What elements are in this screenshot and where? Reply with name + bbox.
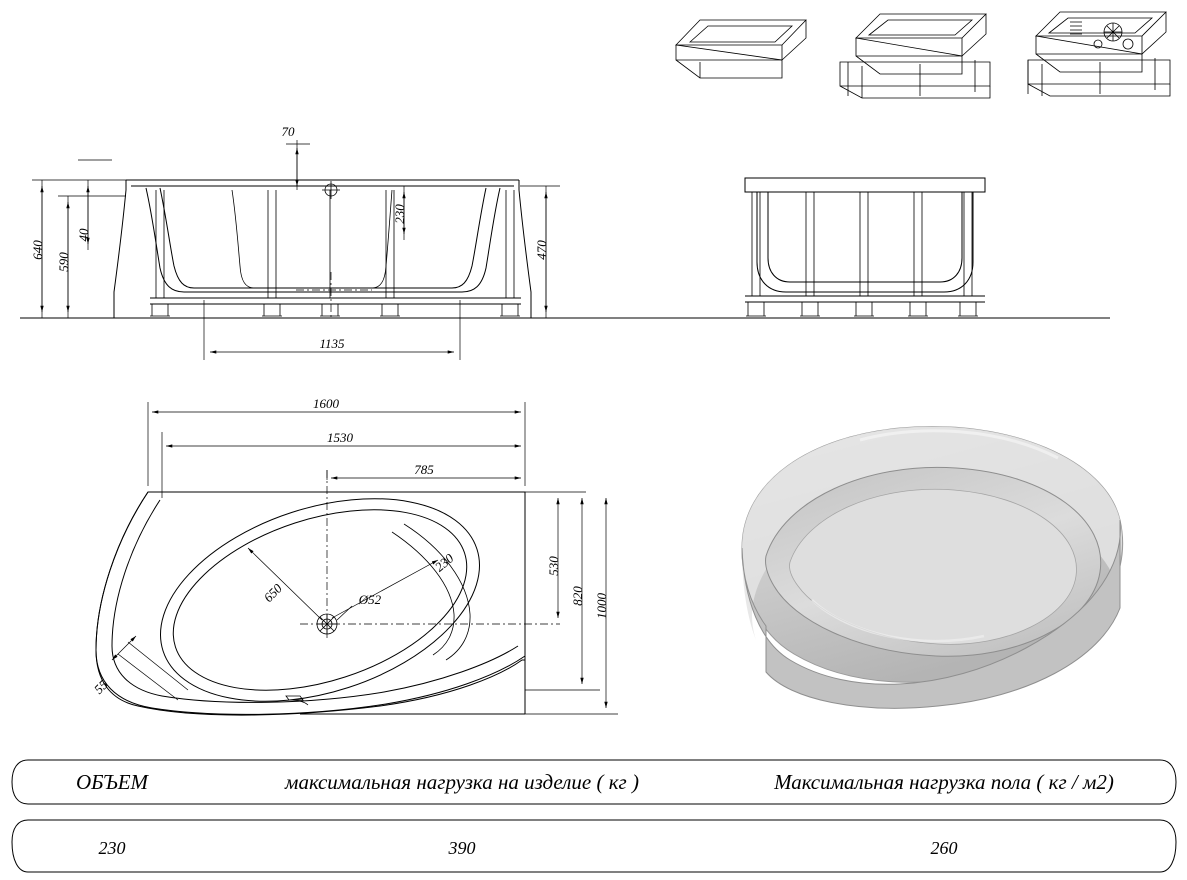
dim-1530: 1530 — [327, 430, 353, 445]
spec-value-volume: 230 — [98, 837, 126, 858]
dim-diameter-52: Ø52 — [358, 592, 382, 607]
dim-820: 820 — [570, 586, 585, 606]
assembly-step-1 — [676, 20, 806, 78]
assembly-step-3 — [1028, 12, 1170, 96]
dim-55: 55 — [90, 676, 111, 697]
dim-1135: 1135 — [319, 336, 345, 351]
assembly-step-2 — [840, 14, 990, 98]
side-elevation-view — [745, 178, 985, 316]
spec-header-volume: ОБЪЕМ — [75, 769, 149, 794]
dim-640: 640 — [30, 240, 45, 260]
dim-530: 530 — [546, 556, 561, 576]
spec-header-max-floor-load: Максимальная нагрузка пола ( кг / м2) — [774, 769, 1114, 794]
front-elevation-view — [20, 124, 1110, 360]
spec-header-max-product-load: максимальная нагрузка на изделие ( кг ) — [285, 769, 639, 794]
spec-table-value-row — [12, 826, 1176, 870]
dim-785: 785 — [414, 462, 434, 477]
spec-value-max-floor-load: 260 — [930, 837, 958, 858]
dim-590: 590 — [56, 252, 71, 272]
dim-70: 70 — [281, 124, 295, 139]
dim-650: 650 — [260, 580, 286, 606]
dim-230-plan: 230 — [431, 550, 457, 575]
top-plan-view — [91, 396, 618, 738]
dim-230: 230 — [392, 204, 407, 224]
dim-470: 470 — [534, 240, 549, 260]
dim-1600: 1600 — [313, 396, 339, 411]
frame-legs-front — [150, 190, 520, 316]
bathtub-3d-render — [742, 427, 1123, 709]
dim-1000: 1000 — [594, 593, 609, 619]
spec-value-max-product-load: 390 — [448, 837, 476, 858]
spec-table-header-row — [12, 760, 1176, 804]
drain-symbol-front — [322, 181, 340, 199]
dim-40: 40 — [76, 228, 91, 242]
